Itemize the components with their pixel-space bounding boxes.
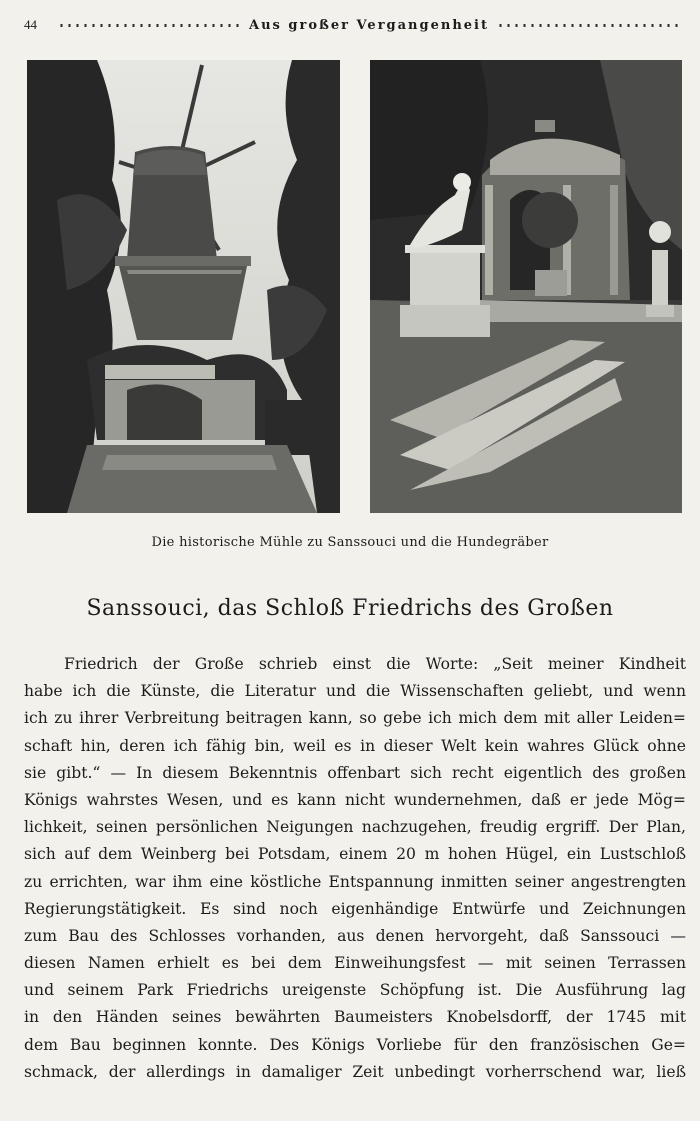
body-line: sich auf dem Weinberg bei Potsdam, einem 20 m hohen Hügel, ein Lustschloß bbox=[24, 845, 686, 864]
figure-caption: Die historische Mühle zu Sanssouci und die Hundegräber bbox=[151, 535, 549, 550]
body-line: in den Händen seines bewährten Baumeisters Knobelsdorff, der 1745 mit bbox=[24, 1008, 686, 1027]
running-title: Aus großer Vergangenheit bbox=[249, 17, 489, 33]
windmill-illustration bbox=[27, 60, 340, 513]
body-line: zum Bau des Schlosses vorhanden, aus denen hervorgeht, daß Sanssouci — bbox=[24, 926, 686, 945]
body-line: sie gibt.“ — In diesem Bekenntnis offenbart sich recht eigentlich des großen bbox=[24, 763, 686, 782]
body-line: Regierungstätigkeit. Es sind noch eigenhändige Entwürfe und Zeichnungen bbox=[24, 899, 686, 918]
page-header bbox=[24, 14, 688, 36]
page-number: 44 bbox=[24, 17, 37, 32]
body-line: schmack, der allerdings in damaliger Zeit unbedingt vorherrschend war, ließ bbox=[24, 1062, 686, 1081]
dog-graves-illustration bbox=[370, 60, 682, 513]
dog-graves-photo bbox=[370, 60, 682, 513]
body-line: und seinem Park Friedrichs ureigenste Schöpfung ist. Die Ausführung lag bbox=[24, 981, 686, 1000]
article-body bbox=[24, 651, 686, 1086]
body-line: schaft hin, deren ich fähig bin, weil es in dieser Welt kein wahres Glück ohne bbox=[24, 736, 686, 755]
body-line: lichkeit, seinen persönlichen Neigungen nachzugehen, freudig ergriff. Der Plan, bbox=[24, 818, 686, 837]
body-line: habe ich die Künste, die Literatur und die Wissenschaften geliebt, und wenn bbox=[24, 682, 686, 701]
body-line: zu errichten, war ihm eine köstliche Entspannung inmitten seiner angestrengten bbox=[24, 872, 686, 891]
body-line: ich zu ihrer Verbreitung beitragen kann, so gebe ich mich dem mit aller Leiden= bbox=[24, 709, 686, 728]
body-line: Friedrich der Große schrieb einst die Worte: „Seit meiner Kindheit bbox=[64, 655, 686, 673]
header-ornament-right bbox=[499, 21, 678, 29]
article-heading: Sanssouci, das Schloß Friedrichs des Großen bbox=[86, 596, 614, 621]
body-line: Königs wahrstes Wesen, und es kann nicht wundernehmen, daß er jede Mög= bbox=[24, 790, 686, 809]
body-line: dem Bau beginnen konnte. Des Königs Vorliebe für den französischen Ge= bbox=[24, 1035, 686, 1054]
header-ornament-left bbox=[60, 21, 239, 29]
body-line: diesen Namen erhielt es bei dem Einweihungsfest — mit seinen Terrassen bbox=[24, 954, 686, 973]
windmill-photo bbox=[27, 60, 340, 513]
